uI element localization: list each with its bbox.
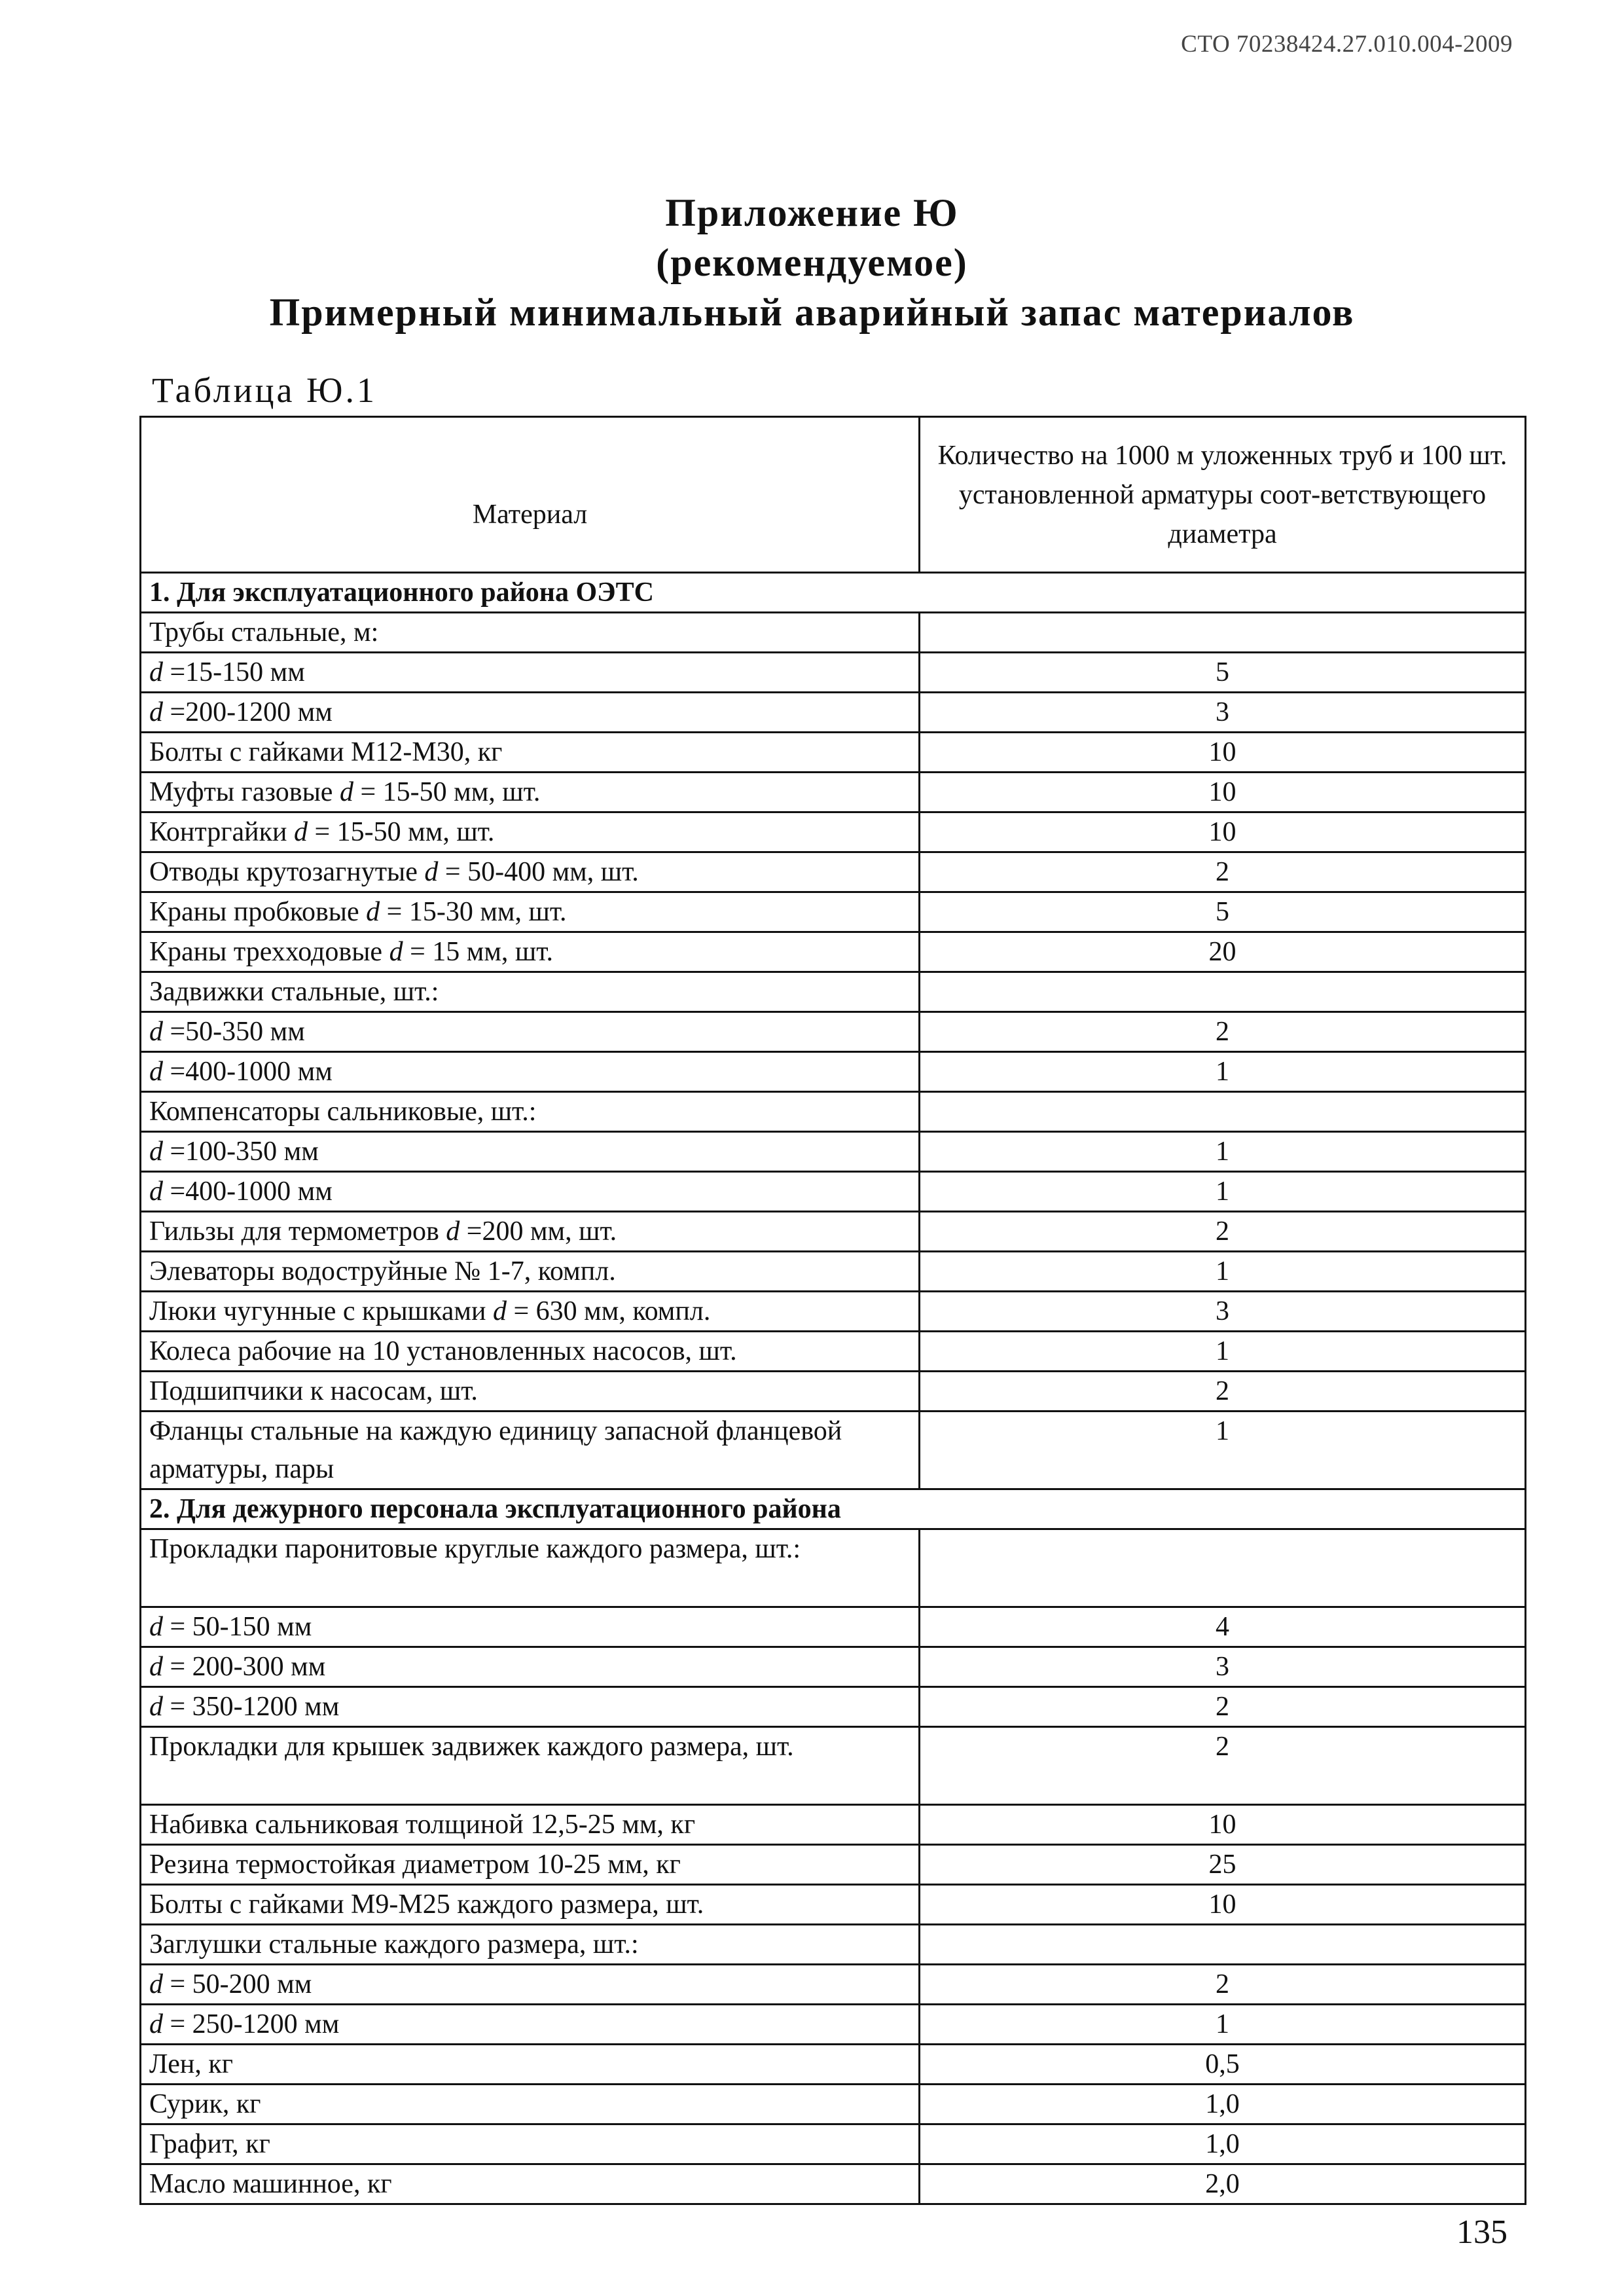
table-row bbox=[141, 1172, 1526, 1212]
material-cell bbox=[141, 1372, 920, 1412]
material-cell bbox=[141, 1607, 920, 1647]
material-cell bbox=[141, 972, 920, 1012]
material-cell bbox=[141, 1647, 920, 1687]
material-text-suffix: = 50-150 мм bbox=[163, 1612, 312, 1642]
material-cell bbox=[141, 1012, 920, 1052]
table-row bbox=[141, 1647, 1526, 1687]
quantity-cell: 3 bbox=[920, 1292, 1526, 1332]
material-cell bbox=[141, 2005, 920, 2045]
quantity-cell: 2 bbox=[920, 852, 1526, 892]
material-cell bbox=[141, 693, 920, 733]
table-row bbox=[141, 1052, 1526, 1092]
material-cell bbox=[141, 812, 920, 852]
quantity-cell: 10 bbox=[920, 773, 1526, 812]
material-text: Элеваторы водоструйные № 1-7, компл. bbox=[149, 1256, 616, 1286]
table-row bbox=[141, 2085, 1526, 2124]
material-cell bbox=[141, 2164, 920, 2204]
section-row bbox=[141, 1489, 1526, 1529]
material-text-suffix: = 15 мм, шт. bbox=[403, 937, 553, 967]
table-row bbox=[141, 2124, 1526, 2164]
quantity-cell: 2,0 bbox=[920, 2164, 1526, 2204]
material-cell bbox=[141, 1052, 920, 1092]
material-cell bbox=[141, 2085, 920, 2124]
material-cell bbox=[141, 2124, 920, 2164]
column-header-quantity: Количество на 1000 м уложенных труб и 100 шт. установленной арматуры соот-ветствующего диаметра bbox=[920, 417, 1526, 573]
table-row bbox=[141, 932, 1526, 972]
diameter-symbol: d bbox=[149, 1137, 163, 1167]
material-text: Задвижки стальные, шт.: bbox=[149, 977, 439, 1007]
table-row bbox=[141, 1687, 1526, 1727]
diameter-symbol: d bbox=[149, 1692, 163, 1722]
quantity-cell: 1 bbox=[920, 1252, 1526, 1292]
material-text-suffix: = 50-200 мм bbox=[163, 1969, 312, 1999]
material-text-suffix: = 50-400 мм, шт. bbox=[438, 857, 639, 887]
diameter-symbol: d bbox=[389, 937, 403, 967]
material-text-suffix: = 250-1200 мм bbox=[163, 2009, 340, 2039]
diameter-symbol: d bbox=[149, 1057, 163, 1087]
table-row bbox=[141, 1925, 1526, 1965]
table-header-row bbox=[141, 417, 1526, 573]
quantity-cell: 5 bbox=[920, 653, 1526, 693]
quantity-cell: 25 bbox=[920, 1845, 1526, 1885]
table-row bbox=[141, 1292, 1526, 1332]
table-row bbox=[141, 892, 1526, 932]
table-row bbox=[141, 613, 1526, 653]
quantity-cell: 10 bbox=[920, 733, 1526, 773]
quantity-cell bbox=[920, 1529, 1526, 1607]
material-text: Масло машинное, кг bbox=[149, 2169, 392, 2199]
table-row bbox=[141, 1727, 1526, 1805]
material-text: Набивка сальниковая толщиной 12,5-25 мм, кг bbox=[149, 1810, 696, 1840]
column-header-material: Материал bbox=[141, 417, 920, 573]
section-heading: 1. Для эксплуатационного района ОЭТС bbox=[141, 573, 1526, 613]
material-text: Краны пробковые bbox=[149, 897, 367, 927]
material-cell bbox=[141, 1412, 920, 1489]
diameter-symbol: d bbox=[424, 857, 439, 887]
material-cell bbox=[141, 653, 920, 693]
diameter-symbol: d bbox=[149, 697, 163, 727]
quantity-cell: 1 bbox=[920, 1332, 1526, 1372]
material-text: Фланцы стальные на каждую единицу запасной фланцевой арматуры, пары bbox=[149, 1416, 842, 1484]
material-cell bbox=[141, 1212, 920, 1252]
quantity-cell: 1,0 bbox=[920, 2124, 1526, 2164]
material-text-suffix: =100-350 мм bbox=[163, 1137, 319, 1167]
table-row bbox=[141, 1805, 1526, 1845]
section-heading: 2. Для дежурного персонала эксплуатационного района bbox=[141, 1489, 1526, 1529]
quantity-cell: 10 bbox=[920, 812, 1526, 852]
quantity-cell: 1 bbox=[920, 1412, 1526, 1489]
diameter-symbol: d bbox=[339, 777, 353, 807]
quantity-cell: 3 bbox=[920, 693, 1526, 733]
table-row bbox=[141, 693, 1526, 733]
material-text-suffix: = 350-1200 мм bbox=[163, 1692, 340, 1722]
material-text: Заглушки стальные каждого размера, шт.: bbox=[149, 1929, 639, 1959]
material-text: Болты с гайками М12-М30, кг bbox=[149, 737, 503, 767]
quantity-cell: 2 bbox=[920, 1012, 1526, 1052]
table-row bbox=[141, 1092, 1526, 1132]
quantity-cell: 2 bbox=[920, 1727, 1526, 1805]
table-row bbox=[141, 1132, 1526, 1172]
diameter-symbol: d bbox=[294, 817, 308, 847]
quantity-cell: 10 bbox=[920, 1885, 1526, 1925]
material-text: Прокладки паронитовые круглые каждого размера, шт.: bbox=[149, 1534, 801, 1564]
table-row bbox=[141, 852, 1526, 892]
material-text-suffix: = 15-50 мм, шт. bbox=[353, 777, 541, 807]
material-cell bbox=[141, 2045, 920, 2085]
material-text-suffix: = 15-50 мм, шт. bbox=[308, 817, 495, 847]
section-row bbox=[141, 573, 1526, 613]
material-cell bbox=[141, 892, 920, 932]
material-text-suffix: = 630 мм, компл. bbox=[506, 1296, 711, 1326]
appendix-title-block bbox=[0, 188, 1624, 337]
table-row bbox=[141, 1607, 1526, 1647]
material-cell bbox=[141, 1252, 920, 1292]
quantity-cell bbox=[920, 972, 1526, 1012]
diameter-symbol: d bbox=[149, 1176, 163, 1207]
table-caption: Таблица Ю.1 bbox=[152, 371, 377, 410]
diameter-symbol: d bbox=[446, 1216, 460, 1247]
quantity-cell: 2 bbox=[920, 1965, 1526, 2005]
material-cell bbox=[141, 1529, 920, 1607]
table-row bbox=[141, 1845, 1526, 1885]
materials-table bbox=[139, 416, 1526, 2205]
material-cell bbox=[141, 1885, 920, 1925]
diameter-symbol: d bbox=[149, 1969, 163, 1999]
material-text: Резина термостойкая диаметром 10-25 мм, кг bbox=[149, 1850, 681, 1880]
table-row bbox=[141, 1412, 1526, 1489]
material-cell bbox=[141, 733, 920, 773]
table-row bbox=[141, 733, 1526, 773]
page-number: 135 bbox=[1456, 2214, 1507, 2251]
table-row bbox=[141, 1965, 1526, 2005]
material-text-suffix: =15-150 мм bbox=[163, 657, 305, 687]
material-cell bbox=[141, 932, 920, 972]
quantity-cell bbox=[920, 1092, 1526, 1132]
material-text-suffix: =50-350 мм bbox=[163, 1017, 305, 1047]
material-cell bbox=[141, 1845, 920, 1885]
table-row bbox=[141, 1885, 1526, 1925]
material-cell bbox=[141, 1332, 920, 1372]
material-cell bbox=[141, 1092, 920, 1132]
material-text: Муфты газовые bbox=[149, 777, 340, 807]
quantity-cell: 1,0 bbox=[920, 2085, 1526, 2124]
material-cell bbox=[141, 1925, 920, 1965]
quantity-cell: 10 bbox=[920, 1805, 1526, 1845]
quantity-cell: 2 bbox=[920, 1212, 1526, 1252]
diameter-symbol: d bbox=[492, 1296, 507, 1326]
table-row bbox=[141, 773, 1526, 812]
material-text-suffix: = 15-30 мм, шт. bbox=[380, 897, 567, 927]
quantity-cell: 2 bbox=[920, 1372, 1526, 1412]
quantity-cell: 1 bbox=[920, 2005, 1526, 2045]
document-code: СТО 70238424.27.010.004-2009 bbox=[1181, 31, 1513, 58]
quantity-cell bbox=[920, 1925, 1526, 1965]
material-text: Краны трехходовые bbox=[149, 937, 389, 967]
diameter-symbol: d bbox=[149, 1612, 163, 1642]
material-cell bbox=[141, 1132, 920, 1172]
table-row bbox=[141, 812, 1526, 852]
table-row bbox=[141, 653, 1526, 693]
material-text: Компенсаторы сальниковые, шт.: bbox=[149, 1097, 537, 1127]
material-text: Графит, кг bbox=[149, 2129, 270, 2159]
material-cell bbox=[141, 1172, 920, 1212]
table-row bbox=[141, 1212, 1526, 1252]
table-row bbox=[141, 1529, 1526, 1607]
table-row bbox=[141, 1332, 1526, 1372]
quantity-cell: 3 bbox=[920, 1647, 1526, 1687]
material-text: Отводы крутозагнутые bbox=[149, 857, 425, 887]
material-text: Сурик, кг bbox=[149, 2089, 261, 2119]
material-text-suffix: =200 мм, шт. bbox=[460, 1216, 617, 1247]
material-cell bbox=[141, 1805, 920, 1845]
material-text: Лен, кг bbox=[149, 2049, 233, 2079]
material-text: Подшипчики к насосам, шт. bbox=[149, 1376, 478, 1406]
material-cell bbox=[141, 1727, 920, 1805]
material-text: Колеса рабочие на 10 установленных насосов, шт. bbox=[149, 1336, 737, 1366]
table-row bbox=[141, 1012, 1526, 1052]
quantity-cell: 2 bbox=[920, 1687, 1526, 1727]
material-text-suffix: = 200-300 мм bbox=[163, 1652, 326, 1682]
quantity-cell: 1 bbox=[920, 1052, 1526, 1092]
table-row bbox=[141, 972, 1526, 1012]
quantity-cell: 4 bbox=[920, 1607, 1526, 1647]
appendix-subtitle: Примерный минимальный аварийный запас материалов bbox=[269, 291, 1355, 334]
material-cell bbox=[141, 1292, 920, 1332]
table-row bbox=[141, 1252, 1526, 1292]
material-text-suffix: =400-1000 мм bbox=[163, 1176, 333, 1207]
quantity-cell: 5 bbox=[920, 892, 1526, 932]
material-text-suffix: =400-1000 мм bbox=[163, 1057, 333, 1087]
diameter-symbol: d bbox=[149, 657, 163, 687]
appendix-status: (рекомендуемое) bbox=[656, 241, 968, 284]
material-text: Гильзы для термометров bbox=[149, 1216, 446, 1247]
material-cell bbox=[141, 613, 920, 653]
material-text-suffix: =200-1200 мм bbox=[163, 697, 333, 727]
diameter-symbol: d bbox=[366, 897, 380, 927]
quantity-cell: 1 bbox=[920, 1172, 1526, 1212]
material-text: Контргайки bbox=[149, 817, 294, 847]
table-row bbox=[141, 2164, 1526, 2204]
table-row bbox=[141, 1372, 1526, 1412]
quantity-cell bbox=[920, 613, 1526, 653]
quantity-cell: 0,5 bbox=[920, 2045, 1526, 2085]
material-text: Трубы стальные, м: bbox=[149, 617, 379, 647]
material-text: Болты с гайками М9-М25 каждого размера, шт. bbox=[149, 1889, 704, 1920]
table-row bbox=[141, 2005, 1526, 2045]
diameter-symbol: d bbox=[149, 2009, 163, 2039]
appendix-title: Приложение Ю bbox=[665, 191, 959, 234]
quantity-cell: 20 bbox=[920, 932, 1526, 972]
material-text: Люки чугунные с крышками bbox=[149, 1296, 493, 1326]
material-cell bbox=[141, 852, 920, 892]
material-text: Прокладки для крышек задвижек каждого размера, шт. bbox=[149, 1732, 794, 1762]
material-cell bbox=[141, 1687, 920, 1727]
diameter-symbol: d bbox=[149, 1652, 163, 1682]
table-row bbox=[141, 2045, 1526, 2085]
material-cell bbox=[141, 1965, 920, 2005]
material-cell bbox=[141, 773, 920, 812]
diameter-symbol: d bbox=[149, 1017, 163, 1047]
quantity-cell: 1 bbox=[920, 1132, 1526, 1172]
